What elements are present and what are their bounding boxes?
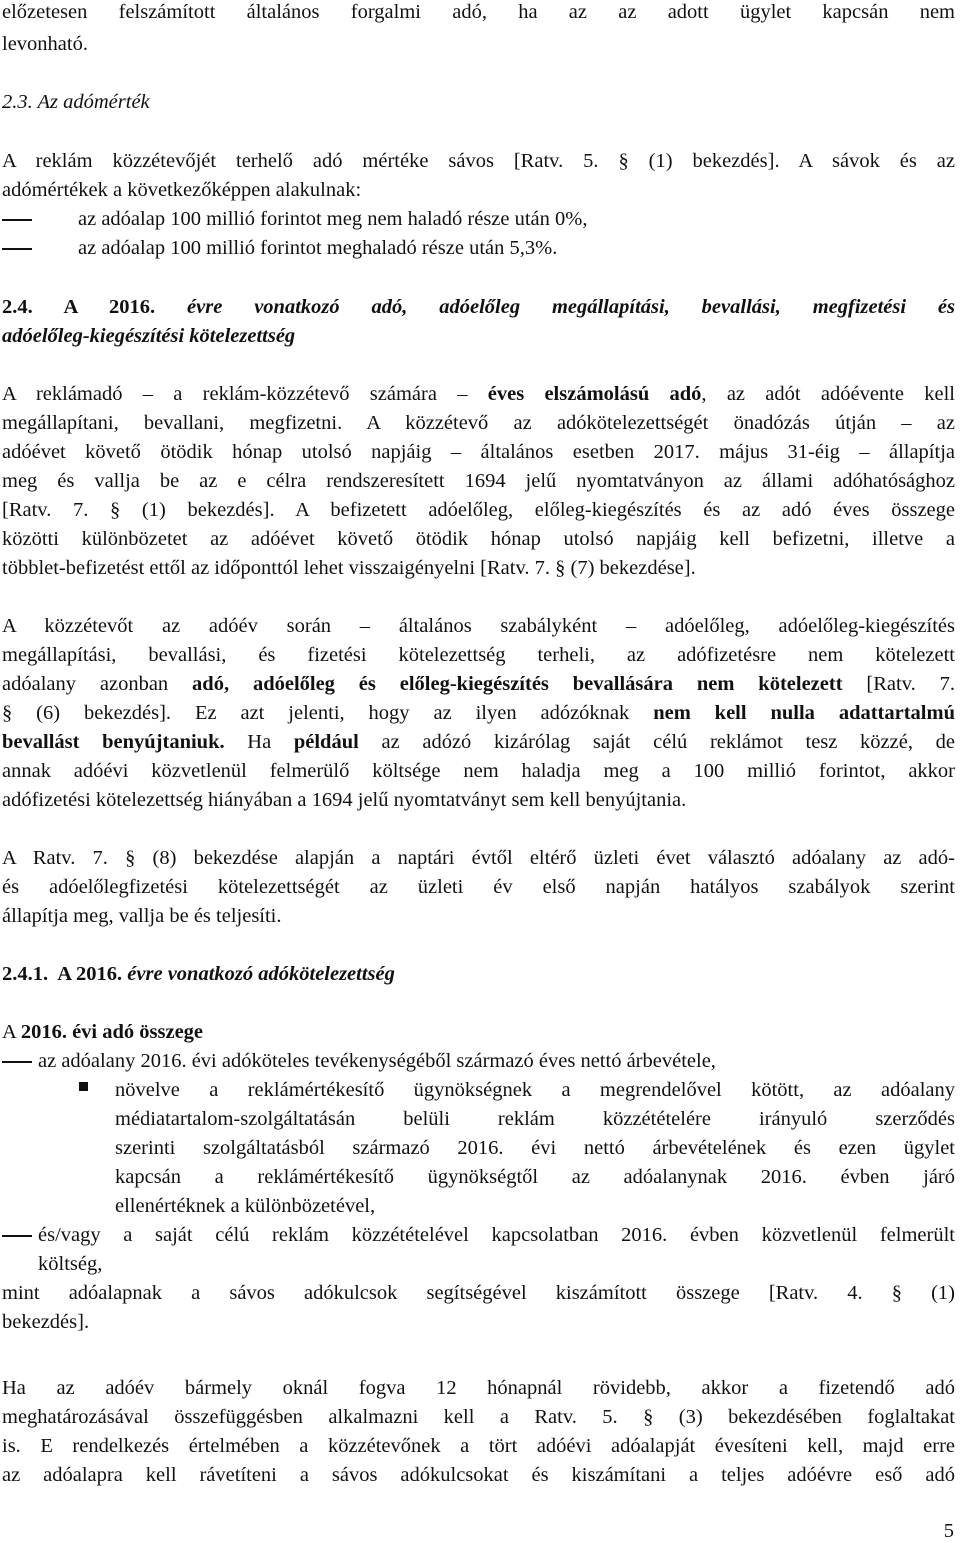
sec24-p3-line: és adóelőlegfizetési kötelezettségét az üzleti év első napján hatályos szabályok szerint — [2, 876, 955, 898]
section-2-3-heading: 2.3. Az adómérték — [2, 91, 150, 113]
sec24-p1-line: többlet-befizetést ettől az időponttól lehet visszaigényelni [Ratv. 7. § (7) bekezdése]. — [2, 557, 696, 579]
heading-text: évre vonatkozó adó, adóelőleg megállapítási, bevallási, megfizetési és — [187, 296, 956, 318]
dash-bullet-icon — [2, 219, 32, 221]
section-2-4-heading-line-2: adóelőleg-kiegészítési kötelezettség — [2, 325, 296, 347]
subitem-line: ellenértéknek a különbözetével, — [115, 1195, 376, 1217]
intro-line-1: előzetesen felszámított általános forgalmi adó, ha az az adott ügylet kapcsán nem — [2, 1, 955, 23]
sec24-p3-line: A Ratv. 7. § (8) bekezdése alapján a naptári évtől eltérő üzleti évet választó adóalany az adó- — [2, 847, 955, 869]
short-year-line: az adóalapra kell rávetíteni a sávos adókulcsokat és kiszámítani a teljes adóévre eső adó — [2, 1464, 955, 1486]
tax-base-item-2-line-1: és/vagy a saját célú reklám közzétételével kapcsolatban 2016. évben közvetlenül felmerült — [38, 1224, 955, 1246]
intro-line-2: levonható. — [2, 33, 88, 55]
sec24-p2-line: A közzétevőt az adóév során – általános szabályként – adóelőleg, adóelőleg-kiegészítés — [2, 615, 955, 637]
sec24-p2-line: bevallást benyújtaniuk. Ha például az adózó kizárólag saját célú reklámot tesz közzé, de — [2, 731, 955, 753]
heading-number: 2.4. A 2016. — [2, 296, 156, 318]
subitem-line: szerinti szolgáltatásból származó 2016. évi nettó árbevételének és ezen ügylet — [115, 1137, 955, 1159]
sec24-p1-line: közötti különbözetet az adóévet követő ötödik hónap utolsó napjáig kell befizetni, illetve a — [2, 528, 955, 550]
section-2-4-1-heading — [2, 960, 395, 988]
rate-item-2: az adóalap 100 millió forintot meghaladó része után 5,3%. — [78, 237, 558, 259]
square-bullet-icon — [79, 1082, 88, 1091]
tax-base-after-line-1: mint adóalapnak a sávos adókulcsok segítségével kiszámított összege [Ratv. 4. § (1) — [2, 1282, 955, 1304]
heading-text: évre vonatkozó adókötelezettség — [127, 963, 395, 985]
tax-base-item-2-line-2: költség, — [38, 1253, 103, 1275]
sec24-p2-line: adófizetési kötelezettség hiányában a 1694 jelű nyomtatványt sem kell benyújtania. — [2, 789, 687, 811]
short-year-line: Ha az adóév bármely oknál fogva 12 hónapnál rövidebb, akkor a fizetendő adó — [2, 1377, 955, 1399]
heading-number: 2.4.1. A 2016. — [2, 963, 123, 985]
short-year-line: meghatározásával összefüggésben alkalmazni kell a Ratv. 5. § (3) bekezdésében foglaltakat — [2, 1406, 955, 1428]
sec24-p3-line: állapítja meg, vallja be és teljesíti. — [2, 905, 282, 927]
dash-bullet-icon — [2, 1061, 32, 1063]
short-year-line: is. E rendelkezés értelmében a közzétevőnek a tört adóévi adóalapját évesíteni kell, majd erre — [2, 1435, 955, 1457]
subitem-line: növelve a reklámértékesítő ügynökségnek a megrendelővel kötött, az adóalany — [115, 1079, 955, 1101]
sec24-p2-line: § (6) bekezdés]. Ez azt jelenti, hogy az ilyen adózóknak nem kell nulla adattartalmú — [2, 702, 955, 724]
sec24-p2-line: annak adóévi közvetlenül felmerülő költsége nem haladja meg a 100 millió forintot, akkor — [2, 760, 955, 782]
sec24-p2-line: megállapítási, bevallási, és fizetési kötelezettség terheli, az adófizetésre nem kötelezett — [2, 644, 955, 666]
sec23-paragraph-line-1: A reklám közzétevőjét terhelő adó mértéke sávos [Ratv. 5. § (1) bekezdés]. A sávok és az — [2, 150, 955, 172]
dash-bullet-icon — [2, 1235, 32, 1237]
subitem-line: médiatartalom-szolgáltatásán belüli reklám közzétételére irányuló szerződés — [115, 1108, 955, 1130]
rate-item-1: az adóalap 100 millió forintot meg nem haladó része után 0%, — [78, 208, 588, 230]
sec24-p2-line: adóalany azonban adó, adóelőleg és előleg-kiegészítés bevallására nem kötelezett [Ratv. 7. — [2, 673, 956, 695]
subheading-prefix: A — [2, 1021, 21, 1043]
sec24-p1-line: meg és vallja be az e célra rendszeresített 1694 jelű nyomtatványon az állami adóhatósághoz — [2, 470, 955, 492]
dash-bullet-icon — [2, 248, 32, 250]
sec24-p1-line: [Ratv. 7. § (1) bekezdés]. A befizetett adóelőleg, előleg-kiegészítés és az adó éves összege — [2, 499, 955, 521]
page-number: 5 — [943, 1520, 954, 1542]
sec24-p1-line: megállapítani, bevallani, megfizetni. A közzétevő az adókötelezettségét önadózás útján – az — [2, 412, 955, 434]
tax-amount-subheading — [2, 1018, 203, 1046]
sec23-paragraph-line-2: adómértékek a következőképpen alakulnak: — [2, 179, 362, 201]
subitem-line: kapcsán a reklámértékesítő ügynökségtől az adóalanynak 2016. évben járó — [115, 1166, 955, 1188]
subheading-bold: 2016. évi adó összege — [20, 1021, 204, 1043]
tax-base-after-line-2: bekezdés]. — [2, 1311, 90, 1333]
sec24-p1-line: A reklámadó – a reklám-közzétevő számára – éves elszámolású adó, az adót adóévente kell — [2, 383, 956, 405]
section-2-4-heading-line-1 — [2, 293, 955, 321]
sec24-p1-line: adóévet követő ötödik hónap utolsó napjáig – általános esetben 2017. május 31-éig – állapítja — [2, 441, 955, 463]
tax-base-item-1: az adóalany 2016. évi adóköteles tevékenységéből származó éves nettó árbevétele, — [38, 1050, 716, 1072]
